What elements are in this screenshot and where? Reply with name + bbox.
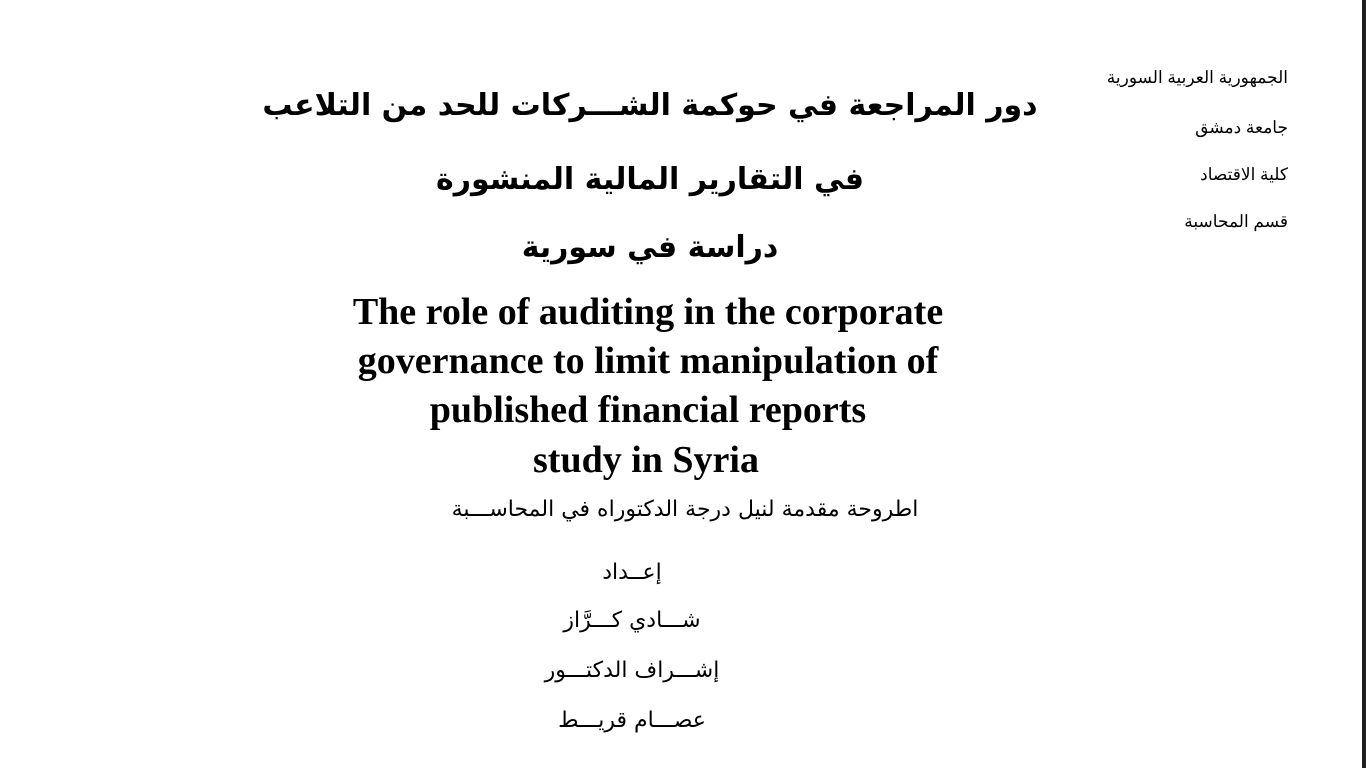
arabic-title-line-1: دور المراجعة في حوكمة الشـــركات للحد من التلاعب: [262, 88, 1038, 123]
page-right-edge: [1362, 0, 1366, 768]
supervisor-label: إشـــراف الدكتـــور: [544, 658, 720, 683]
english-title-line-1: The role of auditing in the corporate: [352, 291, 944, 333]
author-name: شـــادي كـــرَّاز: [563, 608, 701, 633]
english-title-line-2: governance to limit manipulation of: [357, 340, 939, 382]
english-title-line-3: published financial reports: [429, 389, 867, 431]
prepared-by-label: إعــداد: [602, 560, 662, 585]
institution-country: الجمهورية العربية السورية: [1106, 68, 1288, 87]
institution-department: قسم المحاسبة: [1184, 212, 1288, 231]
arabic-title-line-2: في التقارير المالية المنشورة: [435, 162, 865, 197]
thesis-subtitle: اطروحة مقدمة لنيل درجة الدكتوراه في المحاســـبة: [451, 497, 919, 522]
english-title-line-4: study in Syria: [533, 439, 759, 481]
institution-faculty: كلية الاقتصاد: [1200, 165, 1288, 184]
supervisor-name: عصـــام قريـــط: [558, 708, 706, 733]
arabic-title-line-3: دراسة في سورية: [521, 230, 779, 265]
institution-university: جامعة دمشق: [1195, 118, 1288, 137]
